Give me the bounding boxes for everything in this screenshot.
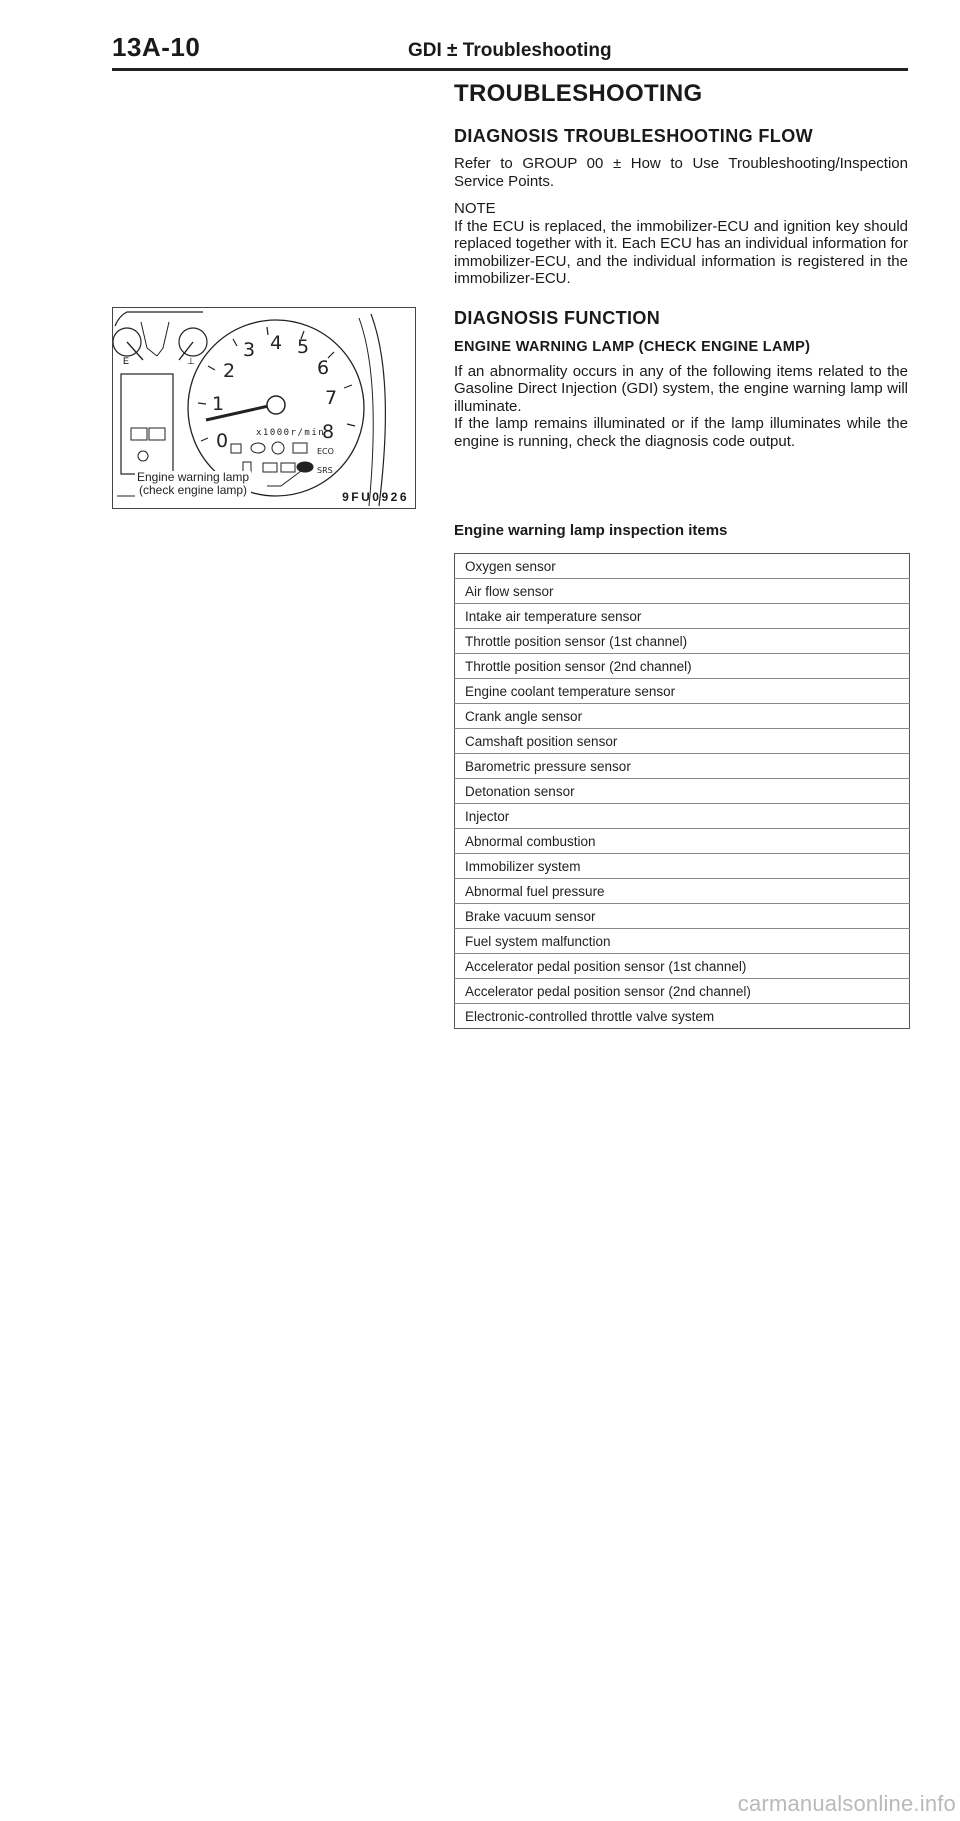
gauge-number-6: 6 xyxy=(317,357,330,379)
eco-label: ECO xyxy=(317,447,334,456)
inspection-item: Abnormal fuel pressure xyxy=(455,879,910,904)
table-row xyxy=(455,954,910,979)
table-row xyxy=(455,879,910,904)
note-text: If the ECU is replaced, the immobilizer-ECU and ignition key should replaced together with it. Each ECU has an individual information for immobilizer-ECU, and the individual information is registered in the immobilizer-ECU. xyxy=(454,217,908,287)
inspection-item: Barometric pressure sensor xyxy=(455,754,910,779)
warning-lamps xyxy=(231,442,313,472)
table-row xyxy=(455,829,910,854)
function-text-2: If the lamp remains illuminated or if the lamp illuminates while the engine is running, check the diagnosis code output. xyxy=(454,415,908,450)
table-row xyxy=(455,679,910,704)
inspection-item: Brake vacuum sensor xyxy=(455,904,910,929)
inspection-item: Oxygen sensor xyxy=(465,558,556,574)
brake-lamp-icon xyxy=(272,442,284,454)
inspection-item: Abnormal combustion xyxy=(455,829,910,854)
figure-caption xyxy=(135,471,251,497)
inspection-item: Throttle position sensor (2nd channel) xyxy=(455,654,910,679)
table-row xyxy=(455,554,910,579)
instrument-cluster-figure xyxy=(112,307,416,509)
table-row xyxy=(455,804,910,829)
inspection-item: Electronic-controlled throttle valve system xyxy=(455,1004,910,1029)
table-row xyxy=(455,754,910,779)
inspection-item: Crank angle sensor xyxy=(455,704,910,729)
table-row xyxy=(455,779,910,804)
table-row xyxy=(455,929,910,954)
oil-lamp-icon xyxy=(251,443,265,453)
figure-caption-line-1: Engine warning lamp xyxy=(137,470,250,484)
figure-caption-line-2: (check engine lamp) xyxy=(139,483,248,497)
inspection-item: Fuel system malfunction xyxy=(455,929,910,954)
gauge-number-8: 8 xyxy=(322,421,335,443)
table-row xyxy=(455,654,910,679)
parking-lamp-icon xyxy=(281,463,295,472)
page-header xyxy=(112,30,908,71)
inspection-item: Camshaft position sensor xyxy=(455,729,910,754)
figure-code: 9FU0926 xyxy=(342,490,409,504)
check-engine-lamp-icon xyxy=(297,462,313,472)
flow-title: DIAGNOSIS TROUBLESHOOTING FLOW xyxy=(454,126,813,146)
gauge-number-2: 2 xyxy=(223,360,236,382)
table-row xyxy=(455,904,910,929)
lamp-title: ENGINE WARNING LAMP (CHECK ENGINE LAMP) xyxy=(454,338,811,355)
gauge-unit: x1000r/min xyxy=(256,428,326,438)
page-number: 13A-10 xyxy=(112,32,201,62)
table-row xyxy=(455,629,910,654)
inspection-item: Throttle position sensor (1st channel) xyxy=(455,629,910,654)
inspection-items-table xyxy=(454,553,910,1029)
header-title: GDI ± Troubleshooting xyxy=(408,40,612,61)
gauge-number-0: 0 xyxy=(216,430,229,452)
gauge-number-4: 4 xyxy=(270,332,283,354)
inspection-item: Air flow sensor xyxy=(455,579,910,604)
inspection-item: Engine coolant temperature sensor xyxy=(455,679,910,704)
battery-lamp-icon xyxy=(293,443,307,453)
inspection-items-body xyxy=(455,554,910,1029)
inspection-item: Accelerator pedal position sensor (2nd channel) xyxy=(455,979,910,1004)
gauge-number-7: 7 xyxy=(325,387,338,409)
table-row xyxy=(455,854,910,879)
table-row xyxy=(455,729,910,754)
svg-text:E: E xyxy=(123,356,130,366)
inspection-item: Immobilizer system xyxy=(455,854,910,879)
abs-lamp-icon xyxy=(263,463,277,472)
gauge-number-1: 1 xyxy=(212,393,225,415)
caption-leader-line xyxy=(267,471,301,486)
needle-hub xyxy=(267,396,285,414)
table-row xyxy=(455,604,910,629)
table-row xyxy=(455,579,910,604)
note-label: NOTE xyxy=(454,200,496,217)
inspection-item: Accelerator pedal position sensor (1st channel) xyxy=(455,954,910,979)
main-content xyxy=(454,80,908,450)
table-row xyxy=(455,979,910,1004)
watermark: carmanualsonline.info xyxy=(737,1791,956,1816)
gauge-number-5: 5 xyxy=(297,336,310,358)
door-lamp-icon xyxy=(231,444,241,453)
section-title: TROUBLESHOOTING xyxy=(454,80,703,107)
table-row xyxy=(455,704,910,729)
function-title: DIAGNOSIS FUNCTION xyxy=(454,307,661,328)
inspection-item: Injector xyxy=(455,804,910,829)
function-text-1: If an abnormality occurs in any of the following items related to the Gasoline Direct Injection (GDI) system, the engine warning lamp will illuminate. xyxy=(454,362,908,415)
table-row xyxy=(455,1004,910,1029)
table-title: Engine warning lamp inspection items xyxy=(454,522,728,539)
gauge-number-3: 3 xyxy=(243,339,256,361)
inspection-item: Intake air temperature sensor xyxy=(455,604,910,629)
flow-text: Refer to GROUP 00 ± How to Use Troubleshooting/Inspection Service Points. xyxy=(454,155,908,190)
inspection-item: Detonation sensor xyxy=(455,779,910,804)
srs-label: SRS xyxy=(317,466,333,475)
svg-text:⊥: ⊥ xyxy=(187,356,195,366)
